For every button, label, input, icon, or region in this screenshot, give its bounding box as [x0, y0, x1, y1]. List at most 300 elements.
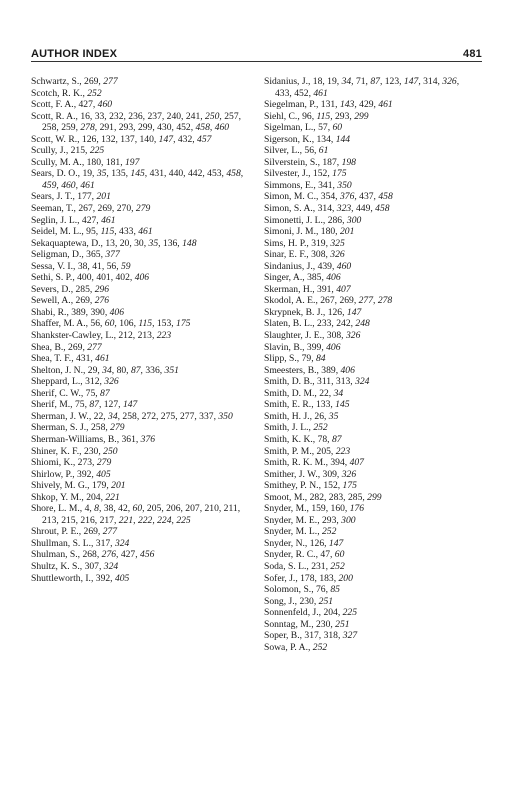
author-name: Silver, L. — [264, 145, 300, 157]
page-reference: 460 — [214, 122, 230, 134]
index-entry: Skerman, H., 391, 407 — [264, 283, 351, 295]
page-reference: 269 — [97, 203, 112, 215]
author-name: Shelton, J. N. — [31, 364, 83, 376]
page-reference: 350 — [337, 179, 352, 191]
page-reference: 442 — [187, 168, 203, 180]
author-name: Sherman-Williams, B. — [31, 433, 117, 445]
page-reference: 152 — [312, 168, 328, 180]
author-name: Shuttleworth, I. — [31, 572, 91, 584]
index-entry: Shullman, S. L., 317, 324 — [31, 537, 130, 549]
page-reference: 34 — [108, 410, 118, 422]
page-reference: 19 — [327, 76, 337, 87]
page-reference: 269 — [339, 295, 354, 307]
page-reference: 148 — [182, 237, 197, 249]
index-entry: Sherman-Williams, B., 361, 376 — [31, 433, 156, 445]
index-entry: Schwartz, S., 269, 277 — [31, 76, 118, 87]
page-reference: 457 — [197, 133, 212, 145]
page-reference: 237 — [147, 110, 162, 122]
page-reference: 431 — [75, 353, 91, 365]
index-entry: Singer, A., 385, 406 — [264, 272, 341, 284]
index-entry: Silverstein, S., 187, 198 — [264, 156, 356, 168]
author-name: Sindanius, J. — [264, 260, 313, 272]
index-entry: Scott, W. R., 126, 132, 137, 140, 147, 432, 457 — [31, 133, 212, 145]
page-reference: 38 — [77, 260, 88, 272]
page-reference: 230 — [83, 445, 99, 457]
author-name: Shore, L. M. — [31, 503, 80, 515]
page-reference: 95 — [86, 226, 96, 238]
author-name: Smeesters, B. — [264, 364, 317, 376]
page-reference: 458 — [226, 168, 241, 180]
index-entry: Smith, J. L., 252 — [264, 422, 328, 434]
page-reference: 126 — [309, 537, 325, 549]
author-name: Snyder, M. E. — [264, 514, 318, 526]
index-entry: Skodol, A. E., 267, 269, 277, 278 — [264, 295, 393, 307]
page-reference: 326 — [442, 76, 457, 87]
page-reference: 431 — [149, 168, 164, 180]
page-reference: 285 — [75, 283, 90, 295]
page-reference: 223 — [335, 445, 351, 457]
author-name: Simoni, J. M. — [264, 226, 316, 238]
index-entry: Smith, R. K. M., 394, 407 — [264, 457, 364, 469]
page-reference: 308 — [326, 330, 342, 342]
author-name: Sekaquaptewa, D. — [31, 237, 101, 249]
index-entry: Sewell, A., 269, 276 — [31, 295, 110, 307]
page-reference: 206 — [166, 503, 181, 515]
page-reference: 205 — [146, 503, 162, 515]
page-reference: 427 — [120, 549, 136, 561]
index-entry: Silver, L., 56, 61 — [264, 145, 329, 157]
page-reference: 377 — [105, 249, 120, 261]
page-reference: 123 — [384, 76, 400, 87]
page-reference: 286 — [327, 214, 343, 226]
page-reference: 269 — [84, 76, 99, 87]
page-reference: 115 — [100, 226, 115, 238]
index-entry: Skrypnek, B. J., 126, 147 — [264, 306, 362, 318]
page-reference: 213 — [42, 514, 57, 526]
page-reference: 60 — [104, 318, 115, 330]
index-entry: Smith, P. M., 205, 223 — [264, 445, 351, 457]
page-reference: 147 — [328, 537, 344, 549]
page-reference: 269 — [68, 341, 83, 353]
author-name: Smoot, M. — [264, 491, 305, 503]
page-reference: 317 — [95, 537, 111, 549]
header-rule — [31, 61, 482, 62]
author-name: Soda, S. L. — [264, 560, 307, 572]
author-name: Seeman, T. — [31, 203, 74, 215]
author-name: Shrout, P. E. — [31, 526, 79, 538]
page-reference: 267 — [78, 203, 93, 215]
author-name: Sigelman, L. — [264, 122, 314, 134]
index-entry: Song, J., 230, 251 — [264, 595, 334, 607]
page-reference: 35 — [328, 410, 339, 422]
index-column-right — [264, 76, 478, 653]
author-name: Snyder, R. C. — [264, 549, 316, 561]
page-reference: 324 — [114, 537, 130, 549]
index-entry: Scott, R. A., 16, 33, 232, 236, 237, 240, 241, 250, 257, 258, 259, 278, 291, 293, 299, 430, 452, 458, 460 — [31, 110, 242, 134]
index-entry: Shkop, Y. M., 204, 221 — [31, 491, 120, 503]
index-entry: Shiomi, K., 273, 279 — [31, 457, 112, 469]
page-reference: 251 — [335, 618, 350, 630]
index-entry: Sekaquaptewa, D., 13, 20, 30, 35, 136, 148 — [31, 237, 197, 249]
author-name: Smith, R. K. M. — [264, 457, 326, 469]
page-reference: 402 — [115, 272, 130, 284]
author-name: Soper, B. — [264, 630, 300, 642]
page-reference: 257 — [224, 110, 239, 122]
page-reference: 60 — [334, 549, 345, 561]
page-reference: 29 — [87, 364, 98, 376]
page-reference: 22 — [319, 387, 329, 399]
author-name: Slavin, B. — [264, 341, 303, 353]
index-entry: Shea, B., 269, 277 — [31, 341, 102, 353]
page-reference: 232 — [109, 110, 124, 122]
page-reference: 277 — [102, 526, 118, 538]
author-name: Smith, P. M. — [264, 445, 312, 457]
author-name: Slaten, B. L. — [264, 318, 313, 330]
author-name: Skerman, H. — [264, 283, 313, 295]
page-reference: 222 — [137, 514, 153, 526]
page-reference: 308 — [311, 249, 326, 261]
index-entry: Sims, H. P., 319, 325 — [264, 237, 345, 249]
author-name: Seidel, M. L. — [31, 226, 82, 238]
page-reference: 236 — [128, 110, 143, 122]
page-reference: 127 — [103, 399, 119, 411]
author-name: Shultz, K. S. — [31, 560, 80, 572]
author-name: Seglin, J. L. — [31, 214, 78, 226]
page-reference: 252 — [313, 422, 328, 434]
author-name: Scully, J. — [31, 145, 66, 157]
page-reference: 453 — [207, 168, 222, 180]
page-reference: 152 — [323, 480, 338, 492]
author-name: Smith, D. B. — [264, 376, 313, 388]
author-name: Simmons, E. — [264, 179, 314, 191]
page-reference: 200 — [338, 572, 353, 584]
page-reference: 326 — [341, 468, 357, 480]
page-reference: 147 — [346, 306, 362, 318]
index-entry: Sears, J. T., 177, 201 — [31, 191, 111, 203]
page-reference: 313 — [335, 376, 351, 388]
page-reference: 406 — [134, 272, 150, 284]
author-name: Sewell, A. — [31, 295, 71, 307]
page-reference: 407 — [349, 457, 364, 469]
author-name: Shiner, K. F. — [31, 445, 80, 457]
author-name: Sonntag, M. — [264, 618, 312, 630]
page-reference: 270 — [116, 203, 132, 215]
page-reference: 147 — [122, 399, 138, 411]
index-entry: Shuttleworth, I., 392, 405 — [31, 572, 130, 584]
index-entry: Slaughter, J. E., 308, 326 — [264, 330, 361, 342]
page-reference: 461 — [313, 87, 328, 99]
index-entry: Scotch, R. K., 252 — [31, 87, 102, 99]
page-reference: 459 — [42, 179, 57, 191]
page-reference: 437 — [359, 191, 374, 203]
index-entry: Smith, K. K., 78, 87 — [264, 433, 342, 445]
page-reference: 215 — [70, 145, 86, 157]
page-reference: 319 — [311, 237, 326, 249]
index-entry: Seeman, T., 267, 269, 270, 279 — [31, 203, 151, 215]
page-reference: 216 — [80, 514, 95, 526]
page-reference: 354 — [320, 191, 336, 203]
page-reference: 427 — [78, 99, 93, 111]
page-reference: 276 — [94, 295, 110, 307]
page-reference: 133 — [315, 399, 331, 411]
page-reference: 143 — [339, 99, 355, 111]
page-reference: 449 — [355, 203, 371, 215]
page-reference: 140 — [139, 133, 154, 145]
index-entry: Seglin, J. L., 427, 461 — [31, 214, 116, 226]
page-reference: 268 — [82, 549, 97, 561]
author-name: Scott, R. A. — [31, 110, 76, 122]
author-name: Sofer, J. — [264, 572, 296, 584]
page-reference: 440 — [168, 168, 184, 180]
page-reference: 351 — [164, 364, 179, 376]
page-reference: 231 — [311, 560, 326, 572]
index-entry: Seidel, M. L., 95, 115, 433, 461 — [31, 226, 153, 238]
page-reference: 19 — [82, 168, 93, 180]
page-reference: 56 — [106, 260, 117, 272]
page-reference: 47 — [320, 549, 330, 561]
author-name: Shirlow, P. — [31, 468, 73, 480]
page-reference: 376 — [339, 191, 355, 203]
page-reference: 87 — [130, 364, 141, 376]
page-reference: 250 — [205, 110, 220, 122]
author-name: Smith, J. L. — [264, 422, 309, 434]
page-reference: 213 — [137, 330, 152, 342]
index-entry: Shaffer, M. A., 56, 60, 106, 115, 153, 175 — [31, 318, 191, 330]
page-reference: 22 — [93, 410, 104, 422]
page-reference: 430 — [157, 122, 172, 134]
index-entry: Scott, F. A., 427, 460 — [31, 99, 113, 111]
page-reference: 205 — [316, 445, 331, 457]
index-entry: Sethi, S. P., 400, 401, 402, 406 — [31, 272, 150, 284]
author-name: Shea, B. — [31, 341, 64, 353]
page-reference: 145 — [130, 168, 145, 180]
author-name: Sims, H. P. — [264, 237, 307, 249]
page-reference: 318 — [323, 630, 338, 642]
author-name: Shullman, S. L. — [31, 537, 91, 549]
index-entry: Sofer, J., 178, 183, 200 — [264, 572, 353, 584]
index-entry: Seligman, D., 365, 377 — [31, 249, 120, 261]
page-reference: 429 — [359, 99, 374, 111]
author-name: Sears, J. T. — [31, 191, 73, 203]
index-entry: Snyder, N., 126, 147 — [264, 537, 344, 549]
index-entry: Sonntag, M., 230, 251 — [264, 618, 350, 630]
page-reference: 323 — [336, 203, 352, 215]
page-reference: 96 — [302, 110, 312, 122]
page-reference: 115 — [138, 318, 153, 330]
page-reference: 456 — [140, 549, 155, 561]
page-reference: 211 — [223, 503, 238, 515]
author-name: Sheppard, L. — [31, 376, 81, 388]
page-reference: 336 — [145, 364, 160, 376]
page-reference: 399 — [306, 341, 322, 353]
page-reference: 361 — [121, 433, 136, 445]
page-reference: 337 — [199, 410, 214, 422]
page-reference: 401 — [96, 272, 111, 284]
page-reference: 277 — [87, 341, 102, 353]
page-reference: 26 — [314, 410, 324, 422]
page-reference: 87 — [331, 433, 342, 445]
page-reference: 299 — [354, 110, 369, 122]
index-entry: Sheppard, L., 312, 326 — [31, 376, 119, 388]
page-reference: 56 — [90, 318, 100, 330]
page-reference: 34 — [333, 387, 344, 399]
page-reference: 299 — [367, 491, 382, 503]
page-reference: 427 — [81, 214, 97, 226]
author-name: Shiomi, K. — [31, 457, 73, 469]
page-reference: 180 — [86, 156, 102, 168]
page-reference: 225 — [176, 514, 191, 526]
page-reference: 147 — [158, 133, 174, 145]
page-reference: 137 — [120, 133, 135, 145]
index-entry: Slavin, B., 399, 406 — [264, 341, 341, 353]
page-reference: 251 — [318, 595, 334, 607]
page-reference: 79 — [301, 353, 312, 365]
index-entry: Shultz, K. S., 307, 324 — [31, 560, 119, 572]
page-reference: 327 — [342, 630, 358, 642]
page-reference: 132 — [101, 133, 116, 145]
page-reference: 458 — [378, 191, 393, 203]
page-reference: 293 — [335, 110, 350, 122]
index-entry: Scully, J., 215, 225 — [31, 145, 105, 157]
page-reference: 259 — [61, 122, 76, 134]
author-name: Skrypnek, B. J. — [264, 306, 323, 318]
author-name: Slaughter, J. E. — [264, 330, 322, 342]
page-reference: 282 — [309, 491, 324, 503]
page-reference: 60 — [132, 503, 143, 515]
author-name: Smith, K. K. — [264, 433, 313, 445]
index-entry: Sherif, C. W., 75, 87 — [31, 387, 110, 399]
page-reference: 131 — [320, 99, 336, 111]
index-entry: Solomon, S., 76, 85 — [264, 584, 340, 596]
index-entry: Sindanius, J., 439, 460 — [264, 260, 352, 272]
author-name: Simon, M. C. — [264, 191, 316, 203]
index-entry: Simon, S. A., 314, 323, 449, 458 — [264, 203, 390, 215]
index-entry: Smith, E. R., 133, 145 — [264, 399, 350, 411]
page-reference: 277 — [103, 76, 118, 87]
author-name: Sherman, J. W. — [31, 410, 89, 422]
page-reference: 233 — [317, 318, 332, 330]
author-name: Sinar, E. F. — [264, 249, 307, 261]
index-entry: Sessa, V. I., 38, 41, 56, 59 — [31, 260, 131, 272]
page-reference: 389 — [71, 306, 86, 318]
page-reference: 201 — [339, 226, 355, 238]
index-entry: Scully, M. A., 180, 181, 197 — [31, 156, 140, 168]
page-reference: 400 — [77, 272, 92, 284]
author-name: Scott, F. A. — [31, 99, 74, 111]
running-header — [31, 42, 482, 60]
author-name: Schwartz, S. — [31, 76, 80, 87]
index-entry: Snyder, M., 159, 160, 176 — [264, 503, 365, 515]
author-name: Shea, T. F. — [31, 353, 72, 365]
page-reference: 215 — [61, 514, 76, 526]
page-reference: 394 — [330, 457, 345, 469]
author-name: Smithey, P. N. — [264, 480, 319, 492]
page-reference: 4 — [84, 503, 90, 515]
index-entry: Silvester, J., 152, 175 — [264, 168, 347, 180]
index-entry: Simmons, E., 341, 350 — [264, 179, 352, 191]
page-reference: 433 — [119, 226, 134, 238]
author-name: Shulman, S. — [31, 549, 78, 561]
author-name: Silverstein, S. — [264, 156, 318, 168]
index-entry: Severs, D., 285, 296 — [31, 283, 110, 295]
index-entry: Shea, T. F., 431, 461 — [31, 353, 110, 365]
page-reference: 212 — [118, 330, 133, 342]
author-name: Sherif, C. W. — [31, 387, 81, 399]
page-reference: 299 — [137, 122, 153, 134]
author-name: Simon, S. A. — [264, 203, 313, 215]
page-reference: 439 — [317, 260, 332, 272]
page-reference: 279 — [135, 203, 151, 215]
page-reference: 34 — [102, 364, 112, 376]
page-reference: 252 — [330, 560, 345, 572]
page-reference: 20 — [119, 237, 130, 249]
page-reference: 177 — [77, 191, 92, 203]
page-reference: 407 — [336, 283, 351, 295]
page-reference: 406 — [326, 341, 341, 353]
page-reference: 230 — [315, 618, 331, 630]
page-reference: 250 — [103, 445, 118, 457]
index-entry: Slaten, B. L., 233, 242, 248 — [264, 318, 370, 330]
page-reference: 267 — [320, 295, 335, 307]
page-reference: 248 — [355, 318, 370, 330]
page-reference: 279 — [110, 422, 125, 434]
page-reference: 183 — [319, 572, 334, 584]
page-reference: 293 — [118, 122, 134, 134]
author-name: Skodol, A. E. — [264, 295, 316, 307]
page-reference: 461 — [80, 179, 95, 191]
page-reference: 175 — [332, 168, 347, 180]
page-reference: 181 — [105, 156, 121, 168]
page-reference: 252 — [312, 641, 328, 653]
page-reference: 461 — [101, 214, 116, 226]
page-reference: 461 — [378, 99, 393, 111]
page-reference: 285 — [347, 491, 363, 503]
author-name: Sherman, S. J. — [31, 422, 87, 434]
page-reference: 458 — [195, 122, 210, 134]
index-entry: Siehl, C., 96, 115, 293, 299 — [264, 110, 369, 122]
page-reference: 277 — [358, 295, 374, 307]
author-name: Simonetti, J. L. — [264, 214, 323, 226]
page-reference: 252 — [321, 526, 337, 538]
page-reference: 210 — [204, 503, 219, 515]
page-reference: 85 — [330, 584, 340, 596]
index-entry: Sonnenfeld, J., 204, 225 — [264, 607, 358, 619]
page-reference: 452 — [176, 122, 191, 134]
author-name: Singer, A. — [264, 272, 303, 284]
page-reference: 392 — [77, 468, 92, 480]
page-reference: 341 — [318, 179, 333, 191]
page-reference: 325 — [330, 237, 345, 249]
author-name: Shankster-Cawley, L. — [31, 330, 114, 342]
author-name: Sonnenfeld, J. — [264, 607, 319, 619]
page-reference: 136 — [162, 237, 178, 249]
page-reference: 326 — [330, 249, 345, 261]
page-reference: 8 — [94, 503, 99, 515]
page-reference: 198 — [341, 156, 356, 168]
page-reference: 461 — [95, 353, 110, 365]
author-name: Smith, H. J. — [264, 410, 310, 422]
page-reference: 278 — [80, 122, 95, 134]
page-reference: 38 — [103, 503, 114, 515]
page-reference: 56 — [304, 145, 314, 157]
author-name: Song, J. — [264, 595, 295, 607]
page-reference: 307 — [84, 560, 99, 572]
page-reference: 217 — [99, 514, 114, 526]
author-name: Shively, M. G. — [31, 480, 88, 492]
page-reference: 175 — [342, 480, 357, 492]
index-entry: Soda, S. L., 231, 252 — [264, 560, 345, 572]
index-column-left — [31, 76, 245, 584]
